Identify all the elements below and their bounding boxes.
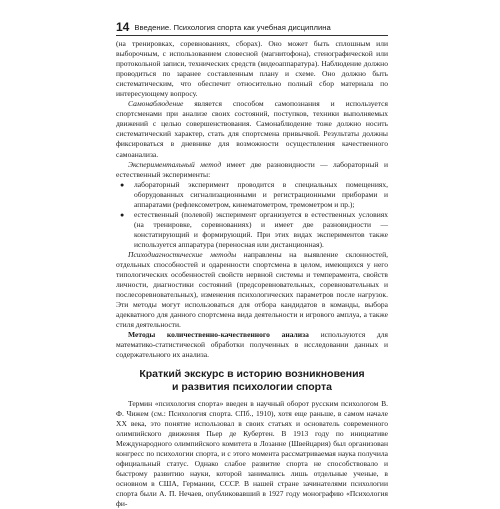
bullet-text: естественный (полевой) эксперимент организуется в естественных условиях (на тренировке, соревнованиях) и имеет две разновидности — констатирующий и формирующий. При этих видах экспериментов также используется аппаратура (переносная или дистанционная). bbox=[134, 210, 388, 249]
list-item bbox=[120, 210, 388, 250]
page-number: 14 bbox=[116, 21, 129, 33]
term-psychodiagnostic: Психодиагностические методы bbox=[128, 250, 236, 259]
term-quant-qual: Методы количественно-качественного анализа bbox=[128, 330, 309, 339]
bullet-icon: ● bbox=[120, 210, 124, 220]
paragraph-psychodiagnostic bbox=[116, 250, 388, 330]
paragraph-experimental-method bbox=[116, 160, 388, 180]
section-title-line: Краткий экскурс в историю возникновения bbox=[116, 368, 388, 381]
bullet-icon: ● bbox=[120, 180, 124, 190]
text-self-observation: является способом самопознания и используется спортсменами при анализе своих состояний, поступков, техники выполняемых движений с целью совершенствования. Самонаблюдение тоже должно носить систематический характер, стать для спортсмена привычкой. Результаты должны фиксироваться в дневнике для возможности осуществления качественного самоанализа. bbox=[116, 99, 388, 158]
paragraph-history: Термин «психология спорта» введен в научный оборот русским психологом В. Ф. Чижем (см.: Психология спорта. СПб., 1910), хотя еще раньше, в самом начале XX века, это понятие использовал в своих статьях и основатель современного олимпийского движения Пьер де Кубертен. В 1913 году по инициативе Международного олимпийского комитета в Лозанне (Швейцария) был организован конгресс по психологии спорта, и с этого момента рассматриваемая наука получила официальный статус. Однако слабое развитие спорта не способствовало и быстрому развитию науки, которой занимались лишь отдельные ученые, в основном в США, Германии, СССР. В нашей стране зачинателями психологии спорта были А. П. Нечаев, опубликовавший в 1927 году монографию «Психология фи- bbox=[116, 399, 388, 509]
term-self-observation: Самонаблюдение bbox=[128, 99, 183, 108]
paragraph-self-observation bbox=[116, 99, 388, 159]
section-title-line: и развития психологии спорта bbox=[116, 381, 388, 394]
page-body bbox=[116, 39, 388, 509]
paragraph-observation: (на тренировках, соревнованиях, сборах). Оно может быть сплошным или выборочным, с использованием словесной (магнитофона), стенографической или протокольной записи, технических средств (видеоаппаратура). Наблюдение должно проводиться по заранее составленным плану и схеме. Оно должно быть систематическим, что обеспечит относительно полный сбор материала по интересующему вопросу. bbox=[116, 39, 388, 99]
term-experimental-method: Экспериментальный метод bbox=[128, 160, 221, 169]
running-title: Введение. Психология спорта как учебная дисциплина bbox=[134, 23, 330, 33]
experiment-list bbox=[116, 180, 388, 250]
list-item bbox=[120, 180, 388, 210]
bullet-text: лабораторный эксперимент проводится в специальных помещениях, оборудованных сигнализационными и регистрационными приборами и аппаратами (рефлексометром, кинематометром, тремометром и пр.); bbox=[134, 180, 388, 209]
section-title bbox=[116, 368, 388, 394]
paragraph-quant-qual bbox=[116, 330, 388, 360]
text-experimental-method: имеет две разновидности — лабораторный и естественный эксперименты: bbox=[116, 160, 388, 179]
page-header bbox=[116, 15, 388, 33]
text-quant-qual: используются для математико-статистической обработки полученных в исследовании данных и содержательного их анализа. bbox=[116, 330, 388, 359]
text-psychodiagnostic: направлены на выявление склонностей, отдельных способностей и одаренности спортсмена в целом, имеющихся у него типологических особенностей свойств нервной системы и темперамента, свойств личности, диагностики состояний (предсоревновательных, соревновательных и послесоревновательных), изменения психологических параметров после нагрузок. Эти методы могут использоваться для отбора кандидатов в команды, выбора адекватного для данного спортсмена вида деятельности и игрового амплуа, а также стиля деятельности. bbox=[116, 250, 388, 329]
header-rule bbox=[116, 35, 388, 36]
